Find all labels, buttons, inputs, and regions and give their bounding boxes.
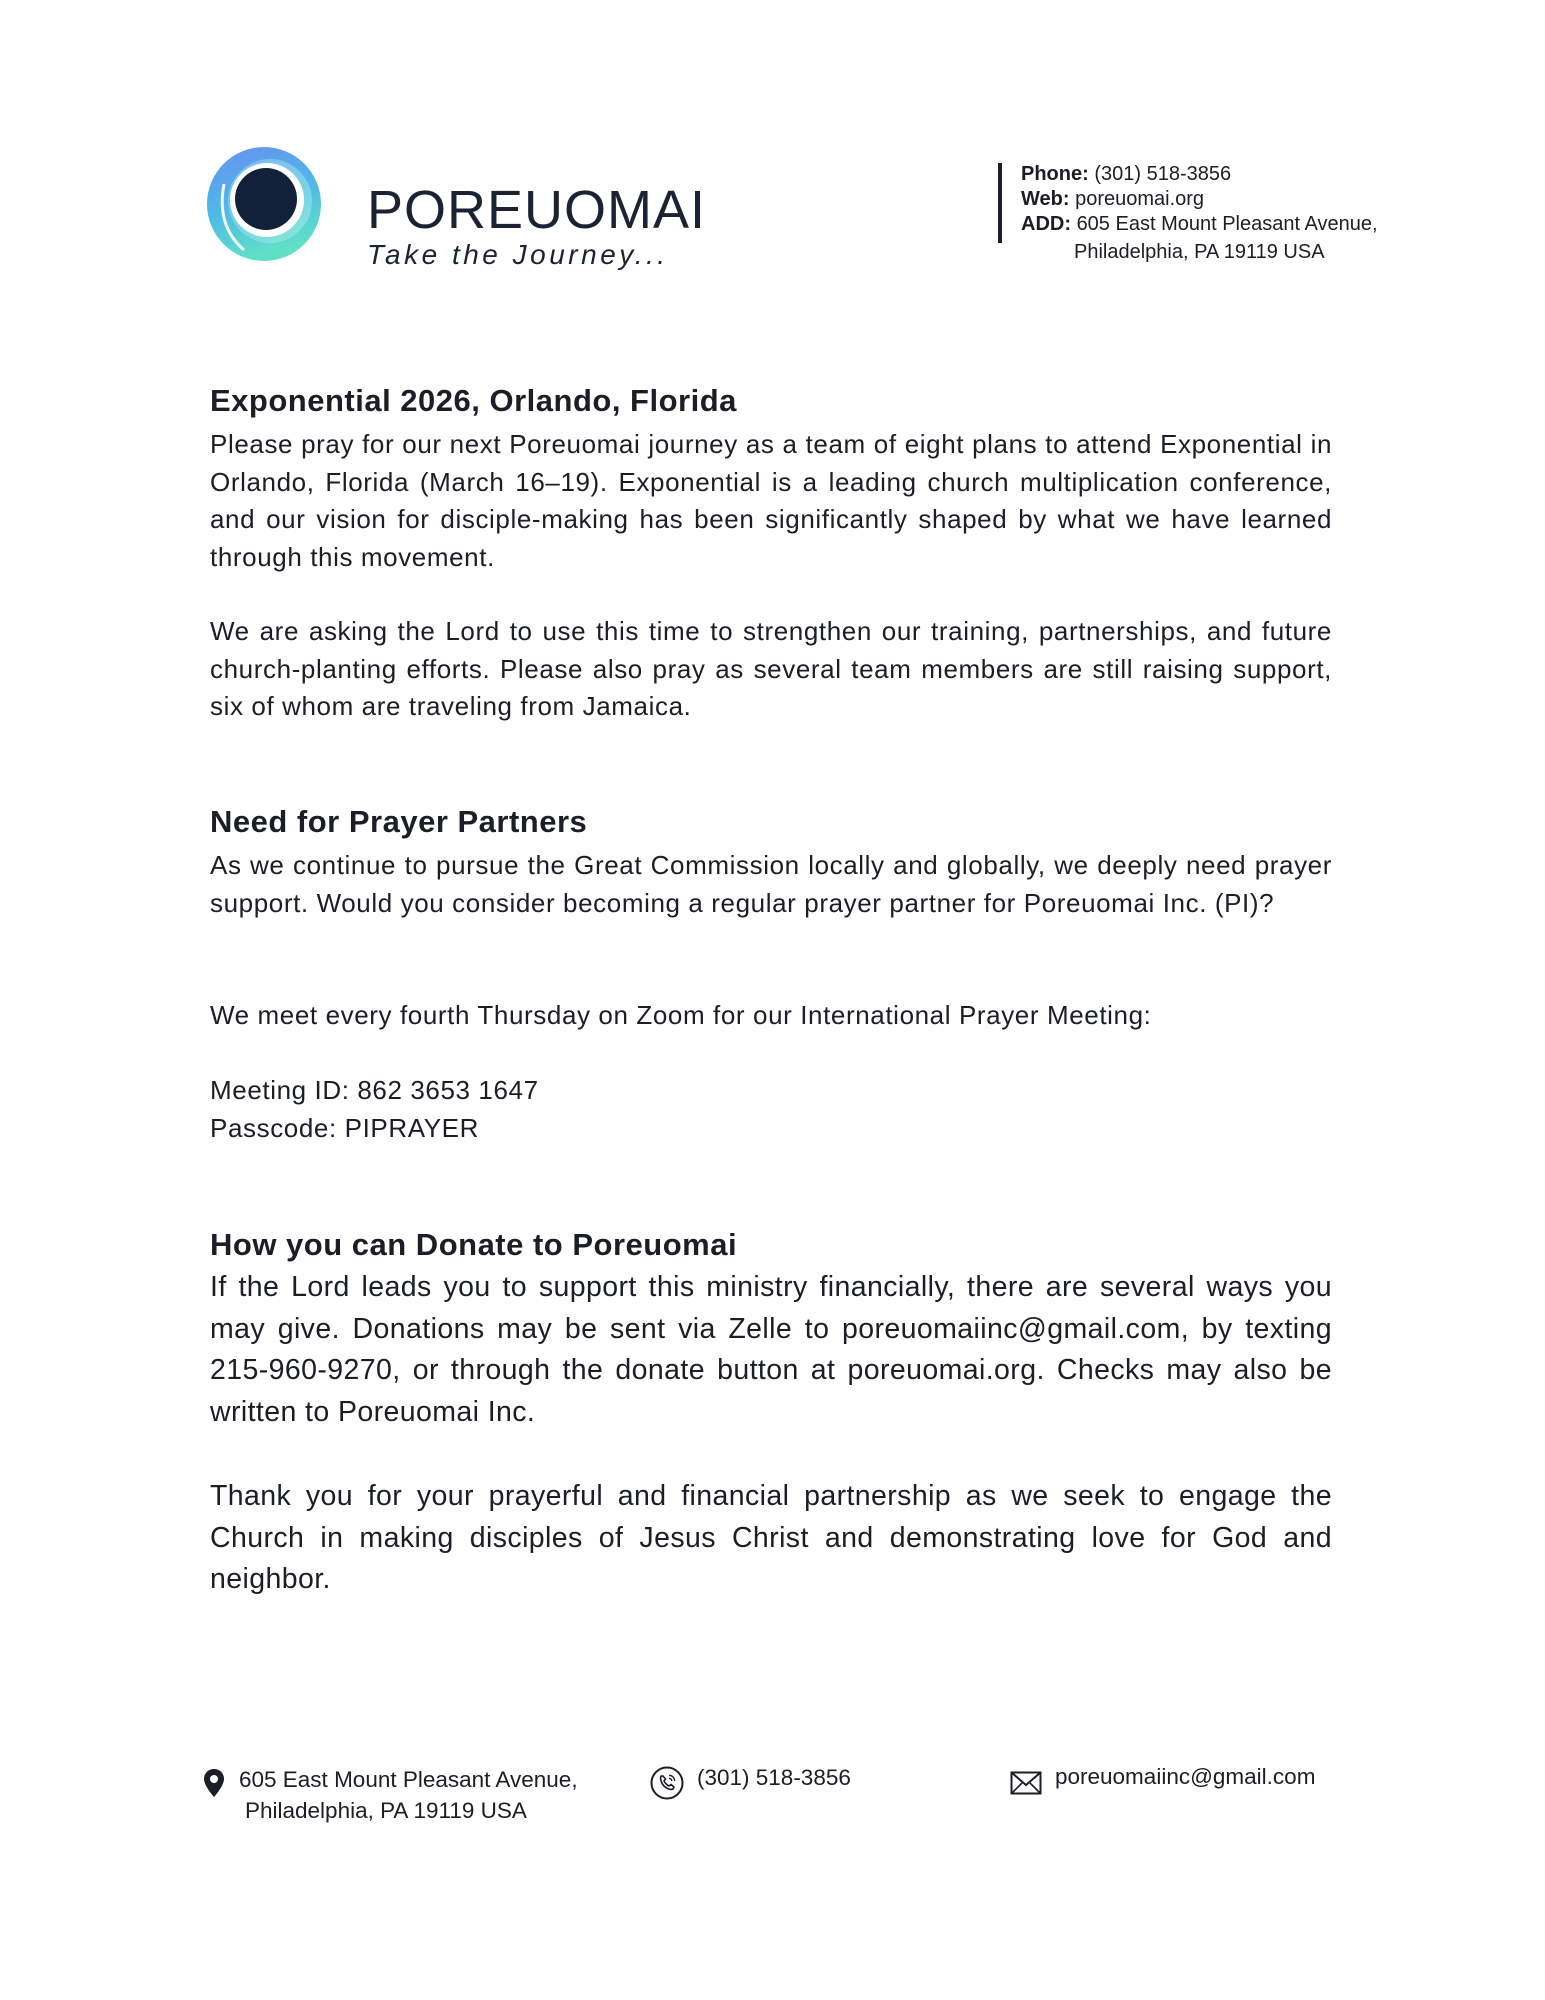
- contact-web: [1021, 187, 1378, 212]
- phone-label: Phone:: [1021, 163, 1089, 185]
- envelope-icon: [1010, 1771, 1042, 1795]
- exponential-paragraph-2: We are asking the Lord to use this time to strengthen our training, partnerships, and future church-planting efforts. Please also pray as several team members are still raising support, six of whom are traveling from Jamaica.: [210, 616, 1332, 721]
- location-pin-icon: [203, 1768, 225, 1798]
- exponential-paragraph-1: Please pray for our next Poreuomai journey as a team of eight plans to attend Exponential in Orlando, Florida (March 16–19). Exponential is a leading church multiplication conference, and our vision for disciple-making has been significantly shaped by what we have learned through this movement.: [210, 429, 1332, 572]
- prayer-paragraph-2: We meet every fourth Thursday on Zoom for our International Prayer Meeting:: [210, 1000, 1152, 1030]
- contact-block: [1021, 162, 1378, 267]
- address-line1: 605 East Mount Pleasant Avenue,: [1076, 213, 1378, 235]
- footer-address-line1: 605 East Mount Pleasant Avenue,: [239, 1767, 578, 1792]
- contact-address: [1021, 212, 1378, 267]
- meeting-id: Meeting ID: 862 3653 1647: [210, 1075, 539, 1105]
- contact-divider: [998, 163, 1002, 243]
- donate-paragraph-1: If the Lord leads you to support this ministry financially, there are several ways you may give. Donations may be sent via Zelle to poreuomaiinc@gmail.com, by texting 215-960-9270, or through the donate button at poreuomai.org. Checks may also be written to Poreuomai Inc.: [210, 1271, 1332, 1428]
- brand-tagline: Take the Journey...: [367, 239, 669, 270]
- section-title-exponential: Exponential 2026, Orlando, Florida: [210, 383, 737, 418]
- footer-address: [239, 1764, 578, 1826]
- phone-value[interactable]: (301) 518-3856: [1094, 163, 1232, 185]
- phone-icon: [650, 1766, 684, 1800]
- address-line2: Philadelphia, PA 19119 USA: [1074, 241, 1325, 263]
- address-label: ADD:: [1021, 213, 1071, 235]
- footer-address-line2: Philadelphia, PA 19119 USA: [245, 1798, 527, 1823]
- meeting-details: [210, 1072, 1332, 1147]
- web-value[interactable]: poreuomai.org: [1075, 188, 1205, 210]
- donate-paragraph-2: Thank you for your prayerful and financial partnership as we seek to engage the Church in making disciples of Jesus Christ and demonstrating love for God and neighbor.: [210, 1480, 1332, 1595]
- footer-email[interactable]: poreuomaiinc@gmail.com: [1055, 1764, 1316, 1789]
- contact-phone: [1021, 162, 1378, 187]
- brand-name: POREUOMAI: [367, 180, 707, 240]
- section-title-donate: How you can Donate to Poreuomai: [210, 1227, 738, 1262]
- web-label: Web:: [1021, 188, 1070, 210]
- meeting-passcode: Passcode: PIPRAYER: [210, 1112, 479, 1143]
- section-title-prayer-partners: Need for Prayer Partners: [210, 804, 588, 839]
- footer-phone[interactable]: (301) 518-3856: [697, 1765, 851, 1790]
- poreuomai-logo-icon: [204, 146, 324, 266]
- prayer-paragraph-1: As we continue to pursue the Great Commission locally and globally, we deeply need prayer support. Would you consider becoming a regular prayer partner for Poreuomai Inc. (PI)?: [210, 850, 1332, 918]
